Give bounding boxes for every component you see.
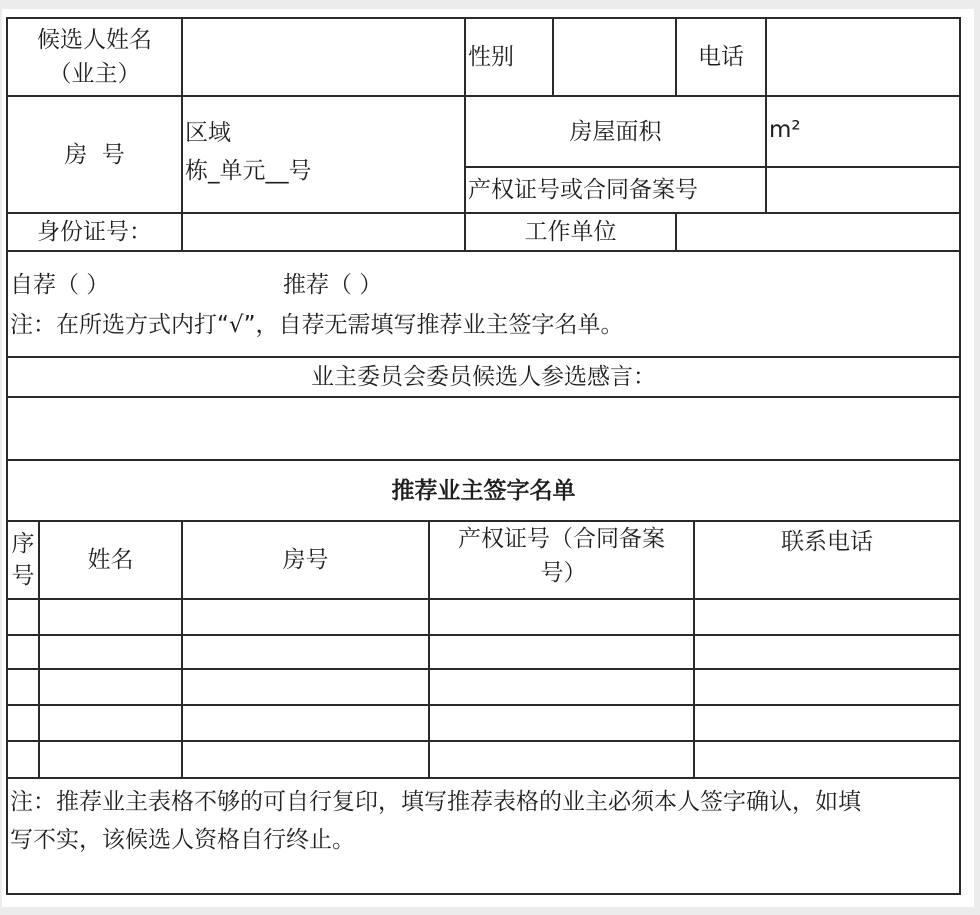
area-line1: 区域 bbox=[185, 120, 231, 146]
phone-field[interactable] bbox=[767, 19, 959, 95]
house-area-unit[interactable]: m² bbox=[769, 117, 801, 143]
col-header-seq-line1: 序 bbox=[11, 531, 35, 557]
id-number-field[interactable] bbox=[183, 214, 464, 250]
house-area-label: 房屋面积 bbox=[569, 118, 662, 145]
col-header-seq bbox=[8, 522, 38, 598]
area-line2: 栋_单元__号 bbox=[185, 158, 312, 184]
candidate-registration-form bbox=[2, 9, 974, 907]
signature-row-3[interactable] bbox=[8, 670, 959, 704]
signature-row-1[interactable] bbox=[8, 600, 959, 634]
work-unit-label: 工作单位 bbox=[524, 219, 617, 245]
property-cert-label: 产权证号或合同备案号 bbox=[468, 177, 698, 203]
property-cert-field[interactable] bbox=[767, 168, 959, 212]
border-bottom bbox=[6, 893, 961, 895]
signature-list-title: 推荐业主签字名单 bbox=[391, 477, 576, 504]
candidate-name-label-line1: 候选人姓名 bbox=[37, 27, 152, 53]
work-unit-field[interactable] bbox=[677, 214, 959, 250]
row-divider bbox=[6, 250, 961, 252]
gender-field[interactable] bbox=[554, 19, 675, 95]
self-recommend-option[interactable]: 自荐（ ） bbox=[10, 272, 110, 298]
candidate-name-field[interactable] bbox=[183, 19, 464, 95]
footer-note-line2: 写不实，该候选人资格自行终止。 bbox=[10, 827, 355, 853]
signature-row-2[interactable] bbox=[8, 636, 959, 668]
col-header-seq-line2: 号 bbox=[11, 563, 35, 589]
footer-note bbox=[8, 783, 959, 863]
col-header-cert-line1: 产权证号（合同备案 bbox=[458, 526, 665, 552]
room-area-field[interactable] bbox=[183, 114, 464, 194]
method-note: 注：在所选方式内打“√”，自荐无需填写推荐业主签字名单。 bbox=[10, 312, 624, 338]
col-header-cert-line2: 号） bbox=[540, 560, 587, 586]
gender-label: 性别 bbox=[468, 44, 514, 70]
phone-label: 电话 bbox=[698, 44, 744, 70]
candidate-name-label-line2: （业主） bbox=[48, 61, 141, 87]
col-header-name: 姓名 bbox=[87, 547, 134, 573]
signature-row-5[interactable] bbox=[8, 742, 959, 777]
recommend-option[interactable]: 推荐（ ） bbox=[283, 272, 383, 298]
row-divider bbox=[6, 777, 961, 779]
candidate-name-label bbox=[8, 19, 181, 95]
col-header-cert bbox=[430, 522, 693, 598]
speech-title: 业主委员会委员候选人参选感言： bbox=[311, 364, 656, 390]
border-right bbox=[959, 17, 961, 895]
footer-note-line1: 注：推荐业主表格不够的可自行复印，填写推荐表格的业主必须本人签字确认，如填 bbox=[10, 789, 861, 815]
col-header-room: 房号 bbox=[282, 547, 329, 573]
room-number-label-text: 房 号 bbox=[64, 141, 125, 168]
speech-field[interactable] bbox=[8, 398, 959, 459]
id-number-label: 身份证号： bbox=[37, 219, 152, 245]
signature-row-4[interactable] bbox=[8, 706, 959, 740]
room-number-label bbox=[8, 97, 181, 212]
col-header-contact: 联系电话 bbox=[781, 529, 873, 555]
